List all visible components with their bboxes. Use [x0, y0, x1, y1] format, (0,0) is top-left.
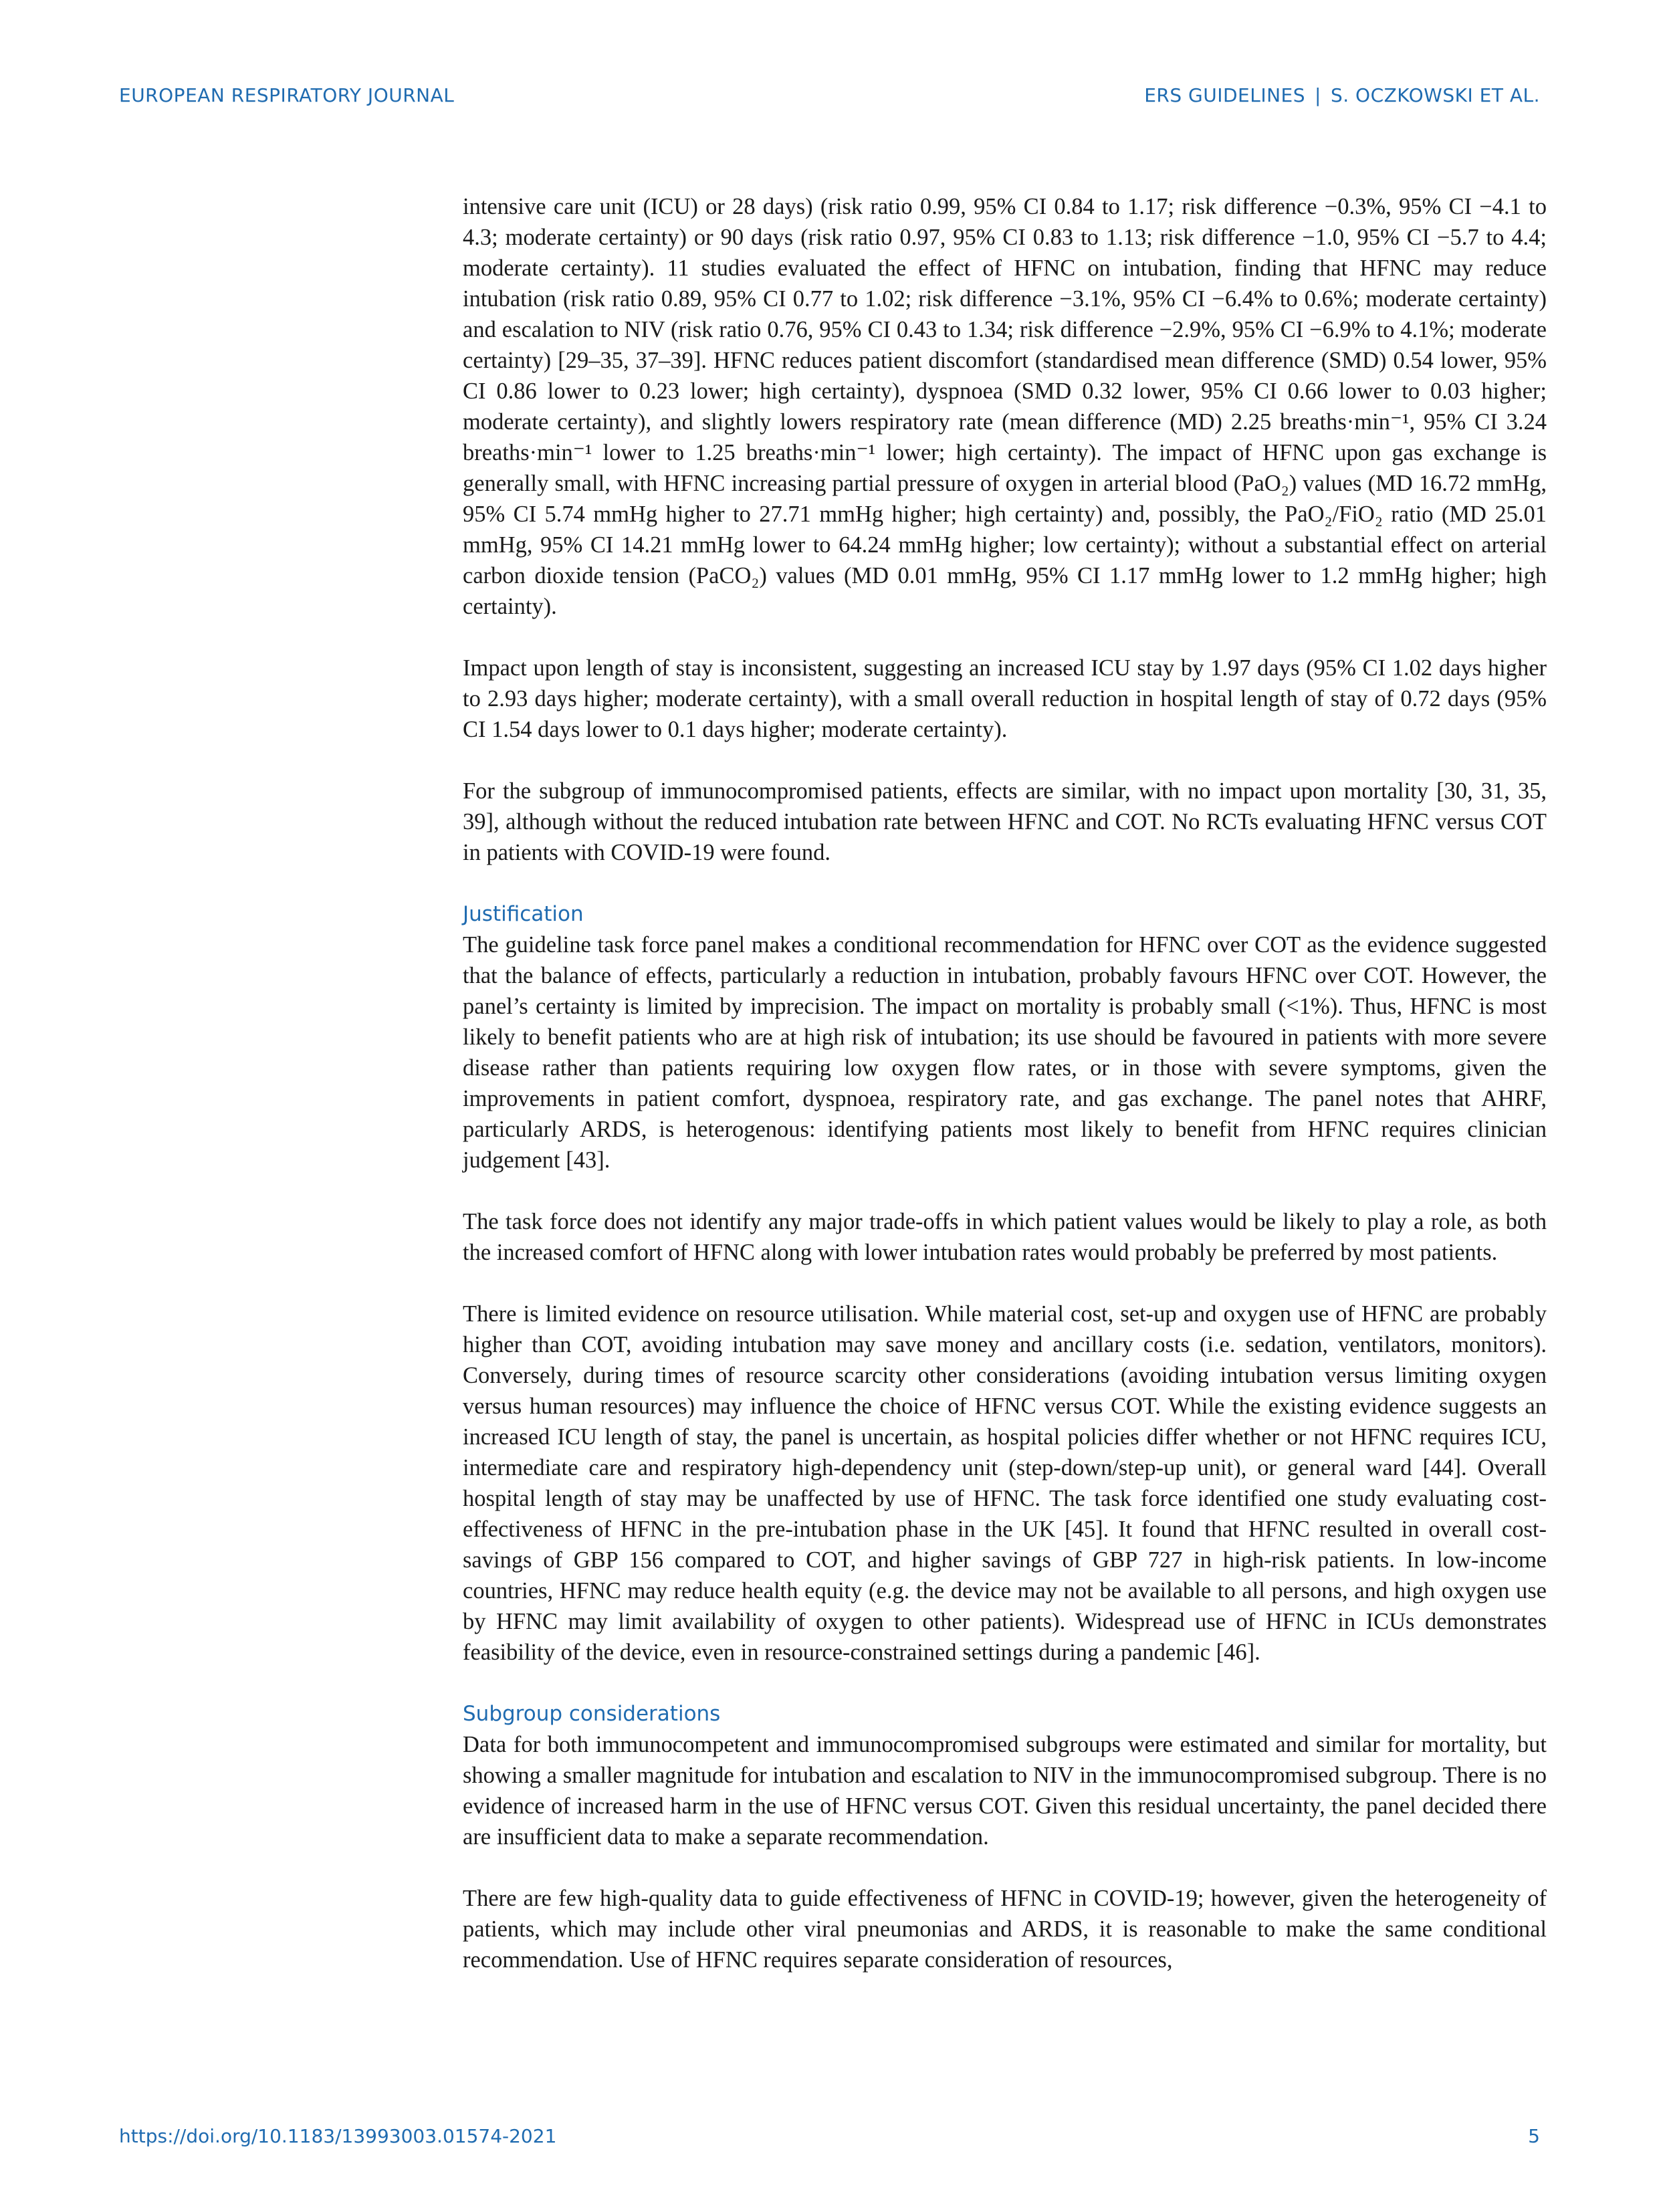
authors-label: S. OCZKOWSKI ET AL. — [1330, 84, 1540, 106]
header-separator: | — [1315, 84, 1321, 106]
paragraph-length-of-stay: Impact upon length of stay is inconsistent, suggesting an increased ICU stay by 1.97 days (95% CI 1.02 days higher to 2.93 days higher; moderate certainty), with a small overall reduction in hospital length of stay of 0.72 days (95% CI 1.54 days lower to 0.1 days higher; moderate certainty). — [463, 655, 1547, 742]
justification-heading: Justification — [463, 902, 584, 926]
paragraph-justification-1: The guideline task force panel makes a conditional recommendation for HFNC over COT as the evidence suggested that the balance of effects, particularly a reduction in intubation, probably favours HFNC over COT. However, the panel’s certainty is limited by imprecision. The impact on mortality is probably small (<1%). Thus, HFNC is most likely to benefit patients who are at high risk of intubation; its use should be favoured in patients with more severe disease rather than patients requiring low oxygen flow rates, or in those with severe symptoms, given the improvements in patient comfort, dyspnoea, respiratory rate, and gas exchange. The panel notes that AHRF, particularly ARDS, is heterogenous: identifying patients most likely to benefit from HFNC requires clinician judgement [43]. — [463, 932, 1547, 1173]
running-head — [1144, 84, 1540, 106]
page-number: 5 — [1528, 2125, 1540, 2147]
page-footer — [119, 2125, 1540, 2152]
paragraph-results: intensive care unit (ICU) or 28 days) (risk ratio 0.99, 95% CI 0.84 to 1.17; risk difference −0.3%, 95% CI −4.1 to 4.3; moderate certainty) or 90 days (risk ratio 0.97, 95% CI 0.83 to 1.13; risk difference −1.0, 95% CI −5.7 to 4.4; moderate certainty). 11 studies evaluated the effect of HFNC on intubation, finding that HFNC may reduce intubation (risk ratio 0.89, 95% CI 0.77 to 1.02; risk difference −3.1%, 95% CI −6.4% to 0.6%; moderate certainty) and escalation to NIV (risk ratio 0.76, 95% CI 0.43 to 1.34; risk difference −2.9%, 95% CI −6.9% to 4.1%; moderate certainty) [29–35, 37–39]. HFNC reduces patient discomfort (standardised mean difference (SMD) 0.54 lower, 95% CI 0.86 lower to 0.23 lower; high certainty), dyspnoea (SMD 0.32 lower, 95% CI 0.66 lower to 0.03 higher; moderate certainty), and slightly lowers respiratory rate (mean difference (MD) 2.25 breaths·min⁻¹, 95% CI 3.24 breaths·min⁻¹ lower to 1.25 breaths·min⁻¹ lower; high certainty). The impact of HFNC upon gas exchange is generally small, with HFNC increasing partial pressure of oxygen in arterial blood (PaO₂) values (MD 16.72 mmHg, 95% CI 5.74 mmHg higher to 27.71 mmHg higher; high certainty) and, possibly, the PaO₂/FiO₂ ratio (MD 25.01 mmHg, 95% CI 14.21 mmHg lower to 64.24 mmHg higher; low certainty); without a substantial effect on arterial carbon dioxide tension (PaCO₂) values (MD 0.01 mmHg, 95% CI 1.17 mmHg lower to 1.2 mmHg higher; high certainty). — [463, 194, 1547, 619]
paragraph-subgroup-1: Data for both immunocompetent and immunocompromised subgroups were estimated and similar for mortality, but showing a smaller magnitude for intubation and escalation to NIV in the immunocompromised subgroup. There is no evidence of increased harm in the use of HFNC versus COT. Given this residual uncertainty, the panel decided there are insufficient data to make a separate recommendation. — [463, 1732, 1547, 1850]
subgroup-heading: Subgroup considerations — [463, 1702, 721, 1726]
section-label: ERS GUIDELINES — [1144, 84, 1306, 106]
page-header — [119, 84, 1540, 111]
journal-name: EUROPEAN RESPIRATORY JOURNAL — [119, 84, 455, 106]
article-body — [463, 191, 1547, 2006]
doi-link[interactable]: https://doi.org/10.1183/13993003.01574-2021 — [119, 2125, 557, 2147]
paragraph-justification-2: The task force does not identify any major trade-offs in which patient values would be likely to play a role, as both the increased comfort of HFNC along with lower intubation rates would probably be preferred by most patients. — [463, 1209, 1547, 1265]
paragraph-immunocompromised: For the subgroup of immunocompromised patients, effects are similar, with no impact upon mortality [30, 31, 35, 39], although without the reduced intubation rate between HFNC and COT. No RCTs evaluating HFNC versus COT in patients with COVID-19 were found. — [463, 778, 1547, 865]
paragraph-subgroup-2: There are few high-quality data to guide effectiveness of HFNC in COVID-19; however, given the heterogeneity of patients, which may include other viral pneumonias and ARDS, it is reasonable to make the same conditional recommendation. Use of HFNC requires separate consideration of resources, — [463, 1886, 1547, 1973]
paragraph-justification-3: There is limited evidence on resource utilisation. While material cost, set-up and oxygen use of HFNC are probably higher than COT, avoiding intubation may save money and ancillary costs (i.e. sedation, ventilators, monitors). Conversely, during times of resource scarcity other considerations (avoiding intubation versus limiting oxygen versus human resources) may influence the choice of HFNC versus COT. While the existing evidence suggests an increased ICU length of stay, the panel is uncertain, as hospital policies differ whether or not HFNC requires ICU, intermediate care and respiratory high-dependency unit (step-down/step-up unit), or general ward [44]. Overall hospital length of stay may be unaffected by use of HFNC. The task force identified one study evaluating cost-effectiveness of HFNC in the pre-intubation phase in the UK [45]. It found that HFNC resulted in overall cost-savings of GBP 156 compared to COT, and higher savings of GBP 727 in high-risk patients. In low-income countries, HFNC may reduce health equity (e.g. the device may not be available to all persons, and high oxygen use by HFNC may limit availability of oxygen to other patients). Widespread use of HFNC in ICUs demonstrates feasibility of the device, even in resource-constrained settings during a pandemic [46]. — [463, 1301, 1547, 1665]
